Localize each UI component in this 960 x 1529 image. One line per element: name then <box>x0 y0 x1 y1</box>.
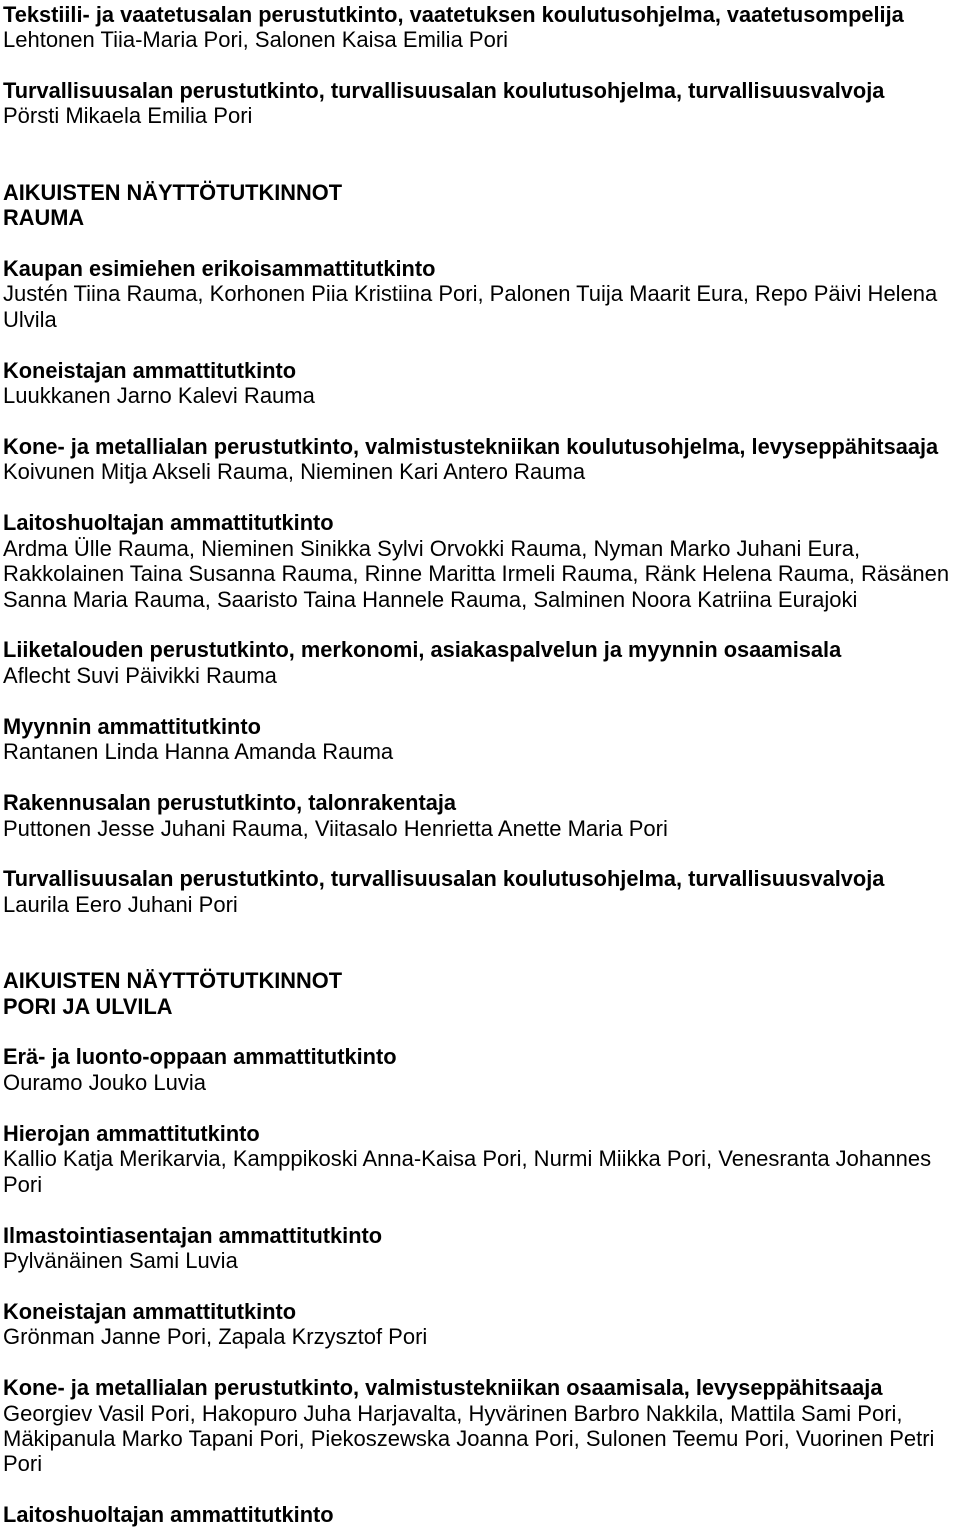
names-line: Lehtonen Tiia-Maria Pori, Salonen Kaisa Emilia Pori <box>3 26 509 52</box>
program-block <box>3 1502 960 1527</box>
program-heading: Hierojan ammattitutkinto <box>3 1120 260 1146</box>
program-heading: Tekstiili- ja vaatetusalan perustutkinto, vaatetuksen koulutusohjelma, vaatetusompelija <box>3 1 904 27</box>
names-line: Mäkipanula Marko Tapani Pori, Piekoszewska Joanna Pori, Sulonen Teemu Pori, Vuorinen Petri <box>3 1426 935 1452</box>
group-title: AIKUISTEN NÄYTTÖTUTKINNOT <box>3 179 343 205</box>
program-heading: Kaupan esimiehen erikoisammattitutkinto <box>3 255 436 281</box>
group-location: PORI JA ULVILA <box>3 993 173 1019</box>
program-heading: Koneistajan ammattitutkinto <box>3 1298 297 1324</box>
group-title: AIKUISTEN NÄYTTÖTUTKINNOT <box>3 968 343 994</box>
program-heading: Laitoshuoltajan ammattitutkinto <box>3 510 334 536</box>
names-line: Puttonen Jesse Juhani Rauma, Viitasalo Henrietta Anette Maria Pori <box>3 815 668 841</box>
names-line: Sanna Maria Rauma, Saaristo Taina Hannele Rauma, Salminen Noora Katriina Eurajoki <box>3 586 858 612</box>
continued-programs <box>3 2 960 129</box>
names-line: Laurila Eero Juhani Pori <box>3 891 238 917</box>
program-heading: Kone- ja metallialan perustutkinto, valmistustekniikan osaamisala, levyseppähitsaaja <box>3 1375 883 1401</box>
program-block <box>3 256 960 332</box>
program-heading: Ilmastointiasentajan ammattitutkinto <box>3 1222 383 1248</box>
program-block <box>3 1375 960 1477</box>
group-section-pori-ulvila <box>3 968 960 1528</box>
names-line: Rantanen Linda Hanna Amanda Rauma <box>3 739 394 765</box>
program-block <box>3 1044 960 1095</box>
names-line: Georgiev Vasil Pori, Hakopuro Juha Harjavalta, Hyvärinen Barbro Nakkila, Mattila Sami Pori, <box>3 1400 903 1426</box>
names-line: Pörsti Mikaela Emilia Pori <box>3 103 253 129</box>
program-block <box>3 2 960 53</box>
program-heading: Rakennusalan perustutkinto, talonrakentaja <box>3 790 456 816</box>
program-block <box>3 637 960 688</box>
program-block <box>3 866 960 917</box>
names-line: Ardma Ülle Rauma, Nieminen Sinikka Sylvi Orvokki Rauma, Nyman Marko Juhani Eura, <box>3 535 861 561</box>
group-section-rauma <box>3 180 960 918</box>
names-line: Ouramo Jouko Luvia <box>3 1069 206 1095</box>
program-heading: Turvallisuusalan perustutkinto, turvallisuusalan koulutusohjelma, turvallisuusvalvoja <box>3 866 885 892</box>
program-heading: Liiketalouden perustutkinto, merkonomi, asiakaspalvelun ja myynnin osaamisala <box>3 637 842 663</box>
names-line: Rakkolainen Taina Susanna Rauma, Rinne Maritta Irmeli Rauma, Ränk Helena Rauma, Räsänen <box>3 561 950 587</box>
program-block <box>3 1223 960 1274</box>
program-block <box>3 358 960 409</box>
program-block <box>3 790 960 841</box>
names-line: Justén Tiina Rauma, Korhonen Piia Kristiina Pori, Palonen Tuija Maarit Eura, Repo Päivi Helena <box>3 281 938 307</box>
program-heading: Kone- ja metallialan perustutkinto, valmistustekniikan koulutusohjelma, levyseppähitsaaja <box>3 433 939 459</box>
program-block <box>3 510 960 612</box>
program-block <box>3 714 960 765</box>
program-block <box>3 1121 960 1197</box>
names-line: Ulvila <box>3 306 57 332</box>
names-line: Aflecht Suvi Päivikki Rauma <box>3 662 277 688</box>
names-line: Pori <box>3 1451 43 1477</box>
program-heading: Laitoshuoltajan ammattitutkinto <box>3 1502 334 1528</box>
program-heading: Myynnin ammattitutkinto <box>3 713 261 739</box>
names-line: Pori <box>3 1171 43 1197</box>
program-block <box>3 434 960 485</box>
group-location: RAUMA <box>3 205 85 231</box>
program-heading: Koneistajan ammattitutkinto <box>3 357 297 383</box>
program-heading: Erä- ja luonto-oppaan ammattitutkinto <box>3 1044 397 1070</box>
names-line: Grönman Janne Pori, Zapala Krzysztof Pori <box>3 1324 428 1350</box>
names-line: Koivunen Mitja Akseli Rauma, Nieminen Kari Antero Rauma <box>3 459 586 485</box>
program-block <box>3 1299 960 1350</box>
program-block <box>3 78 960 129</box>
names-line: Luukkanen Jarno Kalevi Rauma <box>3 383 315 409</box>
names-line: Kallio Katja Merikarvia, Kamppikoski Anna-Kaisa Pori, Nurmi Miikka Pori, Venesranta Johannes <box>3 1146 932 1172</box>
names-line: Pylvänäinen Sami Luvia <box>3 1247 238 1273</box>
program-heading: Turvallisuusalan perustutkinto, turvallisuusalan koulutusohjelma, turvallisuusvalvoja <box>3 77 885 103</box>
